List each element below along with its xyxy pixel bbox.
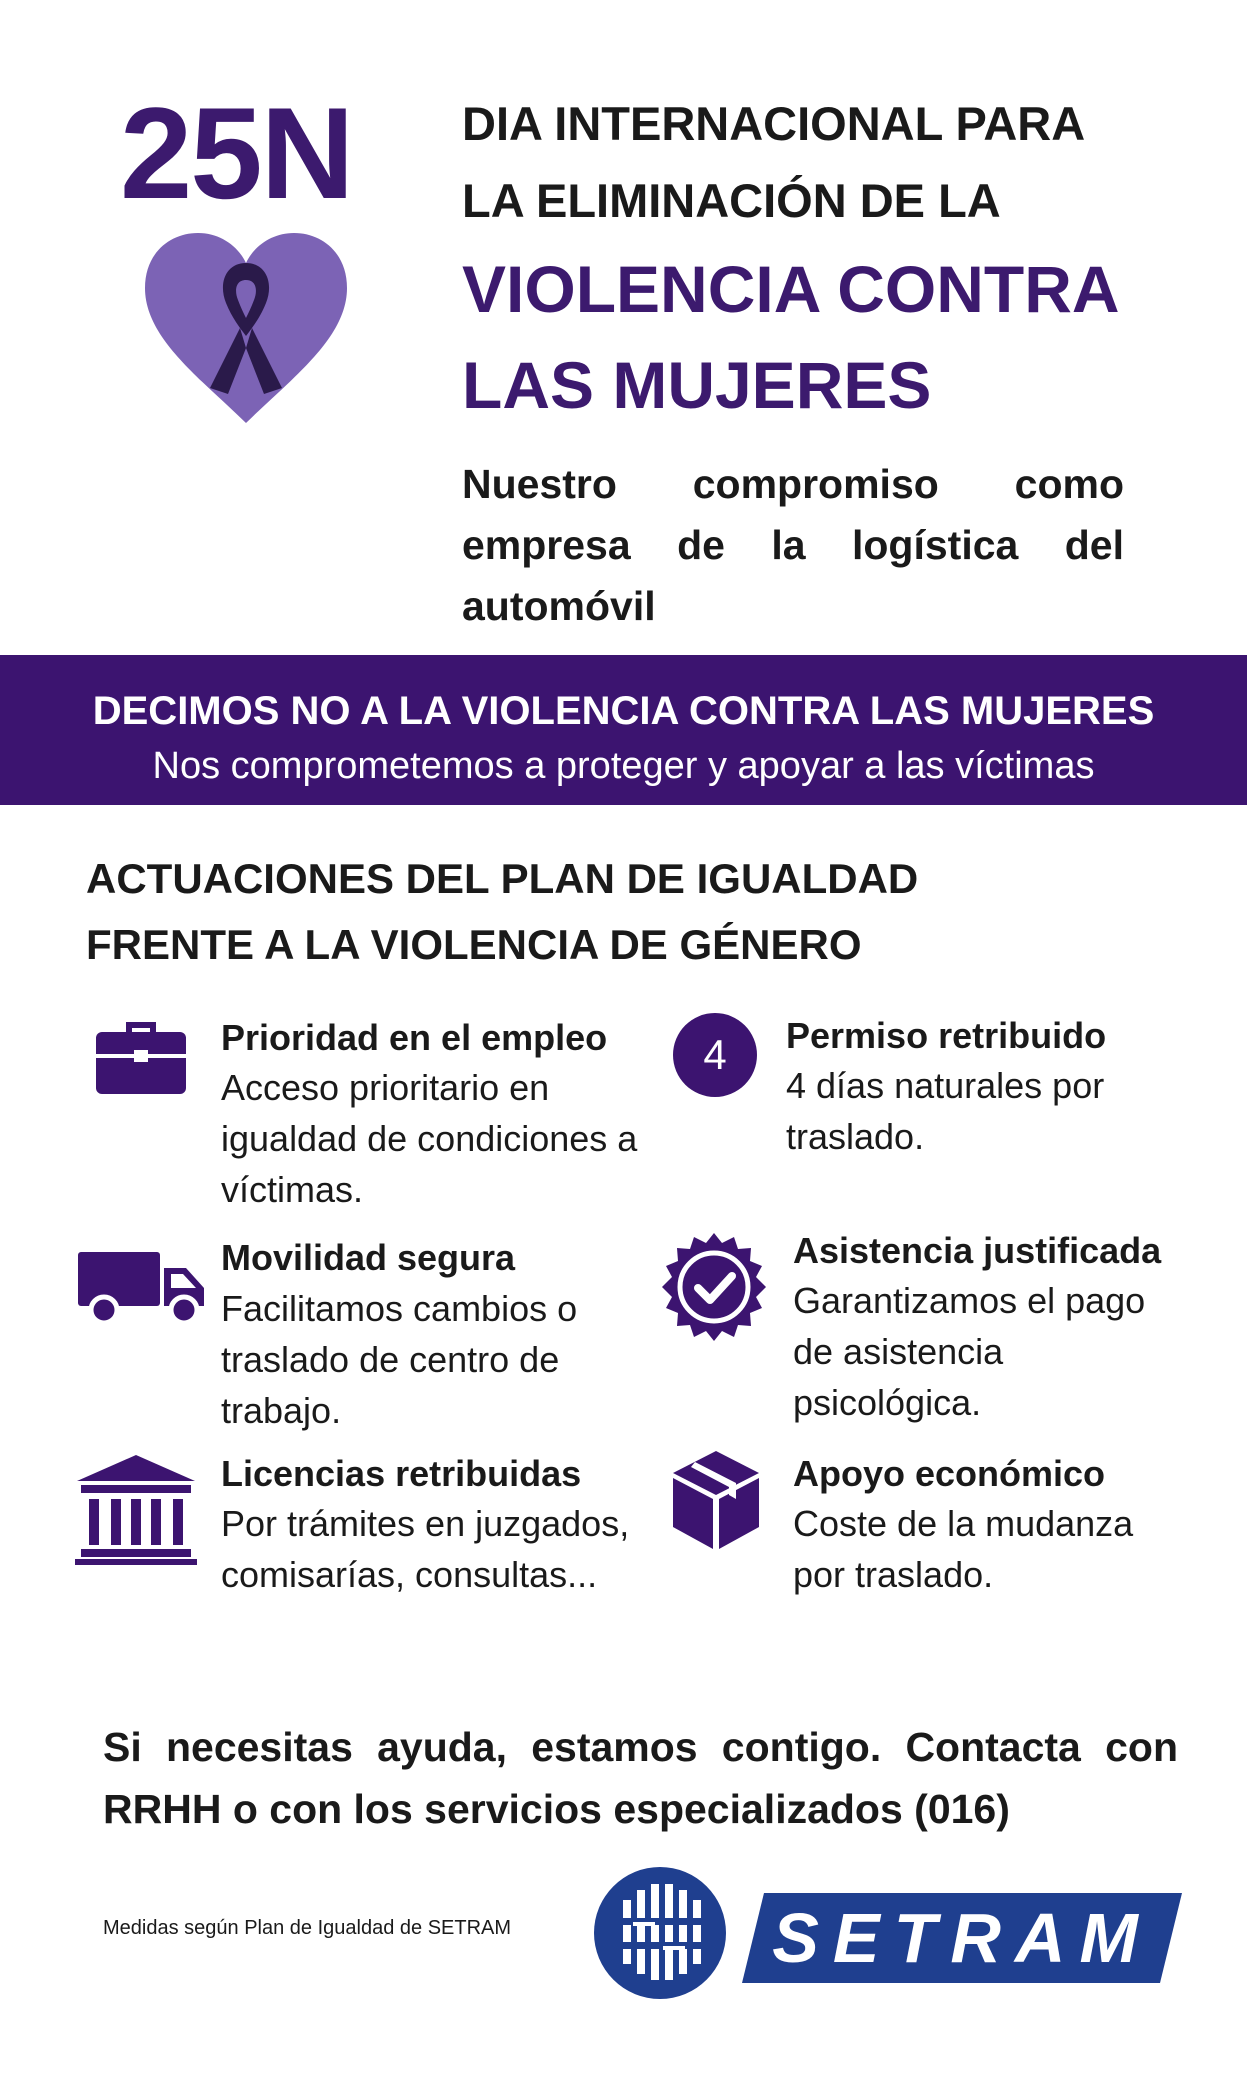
item-description: 4 días naturales por traslado.	[786, 1065, 1105, 1157]
title-line-1: DIA INTERNACIONAL PARA	[462, 97, 1086, 150]
banner-subtitle: Nos comprometemos a proteger y apoyar a las víctimas	[152, 745, 1095, 787]
banner	[0, 655, 1247, 805]
setram-logo-text: SETRAM	[772, 1899, 1152, 1977]
verified-badge-icon	[660, 1233, 768, 1341]
item-title: Permiso retribuido	[786, 1015, 1107, 1056]
briefcase-icon	[96, 1018, 186, 1094]
heart-ribbon-icon	[140, 228, 352, 428]
item-description: Garantizamos el pago de asistencia psicológica.	[793, 1280, 1146, 1423]
item-title: Apoyo económico	[793, 1453, 1106, 1494]
footnote: Medidas según Plan de Igualdad de SETRAM	[103, 1917, 512, 1939]
title-line-3: VIOLENCIA CONTRA	[462, 252, 1120, 326]
section-heading-line-2: FRENTE A LA VIOLENCIA DE GÉNERO	[86, 921, 862, 968]
banner-title: DECIMOS NO A LA VIOLENCIA CONTRA LAS MUJERES	[92, 689, 1155, 733]
title-line-2: LA ELIMINACIÓN DE LA	[462, 174, 1001, 227]
commitment-text: Nuestro compromiso como empresa de la logística del automóvil	[462, 461, 1124, 629]
date-badge: 25N	[120, 80, 353, 226]
item-description: Acceso prioritario en igualdad de condiciones a víctimas.	[221, 1067, 638, 1210]
item-title: Asistencia justificada	[793, 1230, 1162, 1271]
item-description: Por trámites en juzgados, comisarías, consultas...	[221, 1503, 630, 1595]
truck-icon	[78, 1250, 206, 1324]
setram-logo-mark-icon	[593, 1866, 727, 2000]
section-heading-line-1: ACTUACIONES DEL PLAN DE IGUALDAD	[86, 855, 919, 902]
item-title: Prioridad en el empleo	[221, 1017, 608, 1058]
item-description: Coste de la mudanza por traslado.	[793, 1503, 1134, 1595]
box-icon	[673, 1451, 759, 1549]
item-title: Movilidad segura	[221, 1237, 516, 1278]
courthouse-icon	[75, 1455, 197, 1565]
item-title: Licencias retribuidas	[221, 1453, 582, 1494]
help-message: Si necesitas ayuda, estamos contigo. Contacta con RRHH o con los servicios especializados (016)	[103, 1724, 1178, 1832]
number-badge-label: 4	[703, 1031, 727, 1078]
title-line-4: LAS MUJERES	[462, 348, 932, 422]
item-description: Facilitamos cambios o traslado de centro de trabajo.	[221, 1288, 578, 1431]
